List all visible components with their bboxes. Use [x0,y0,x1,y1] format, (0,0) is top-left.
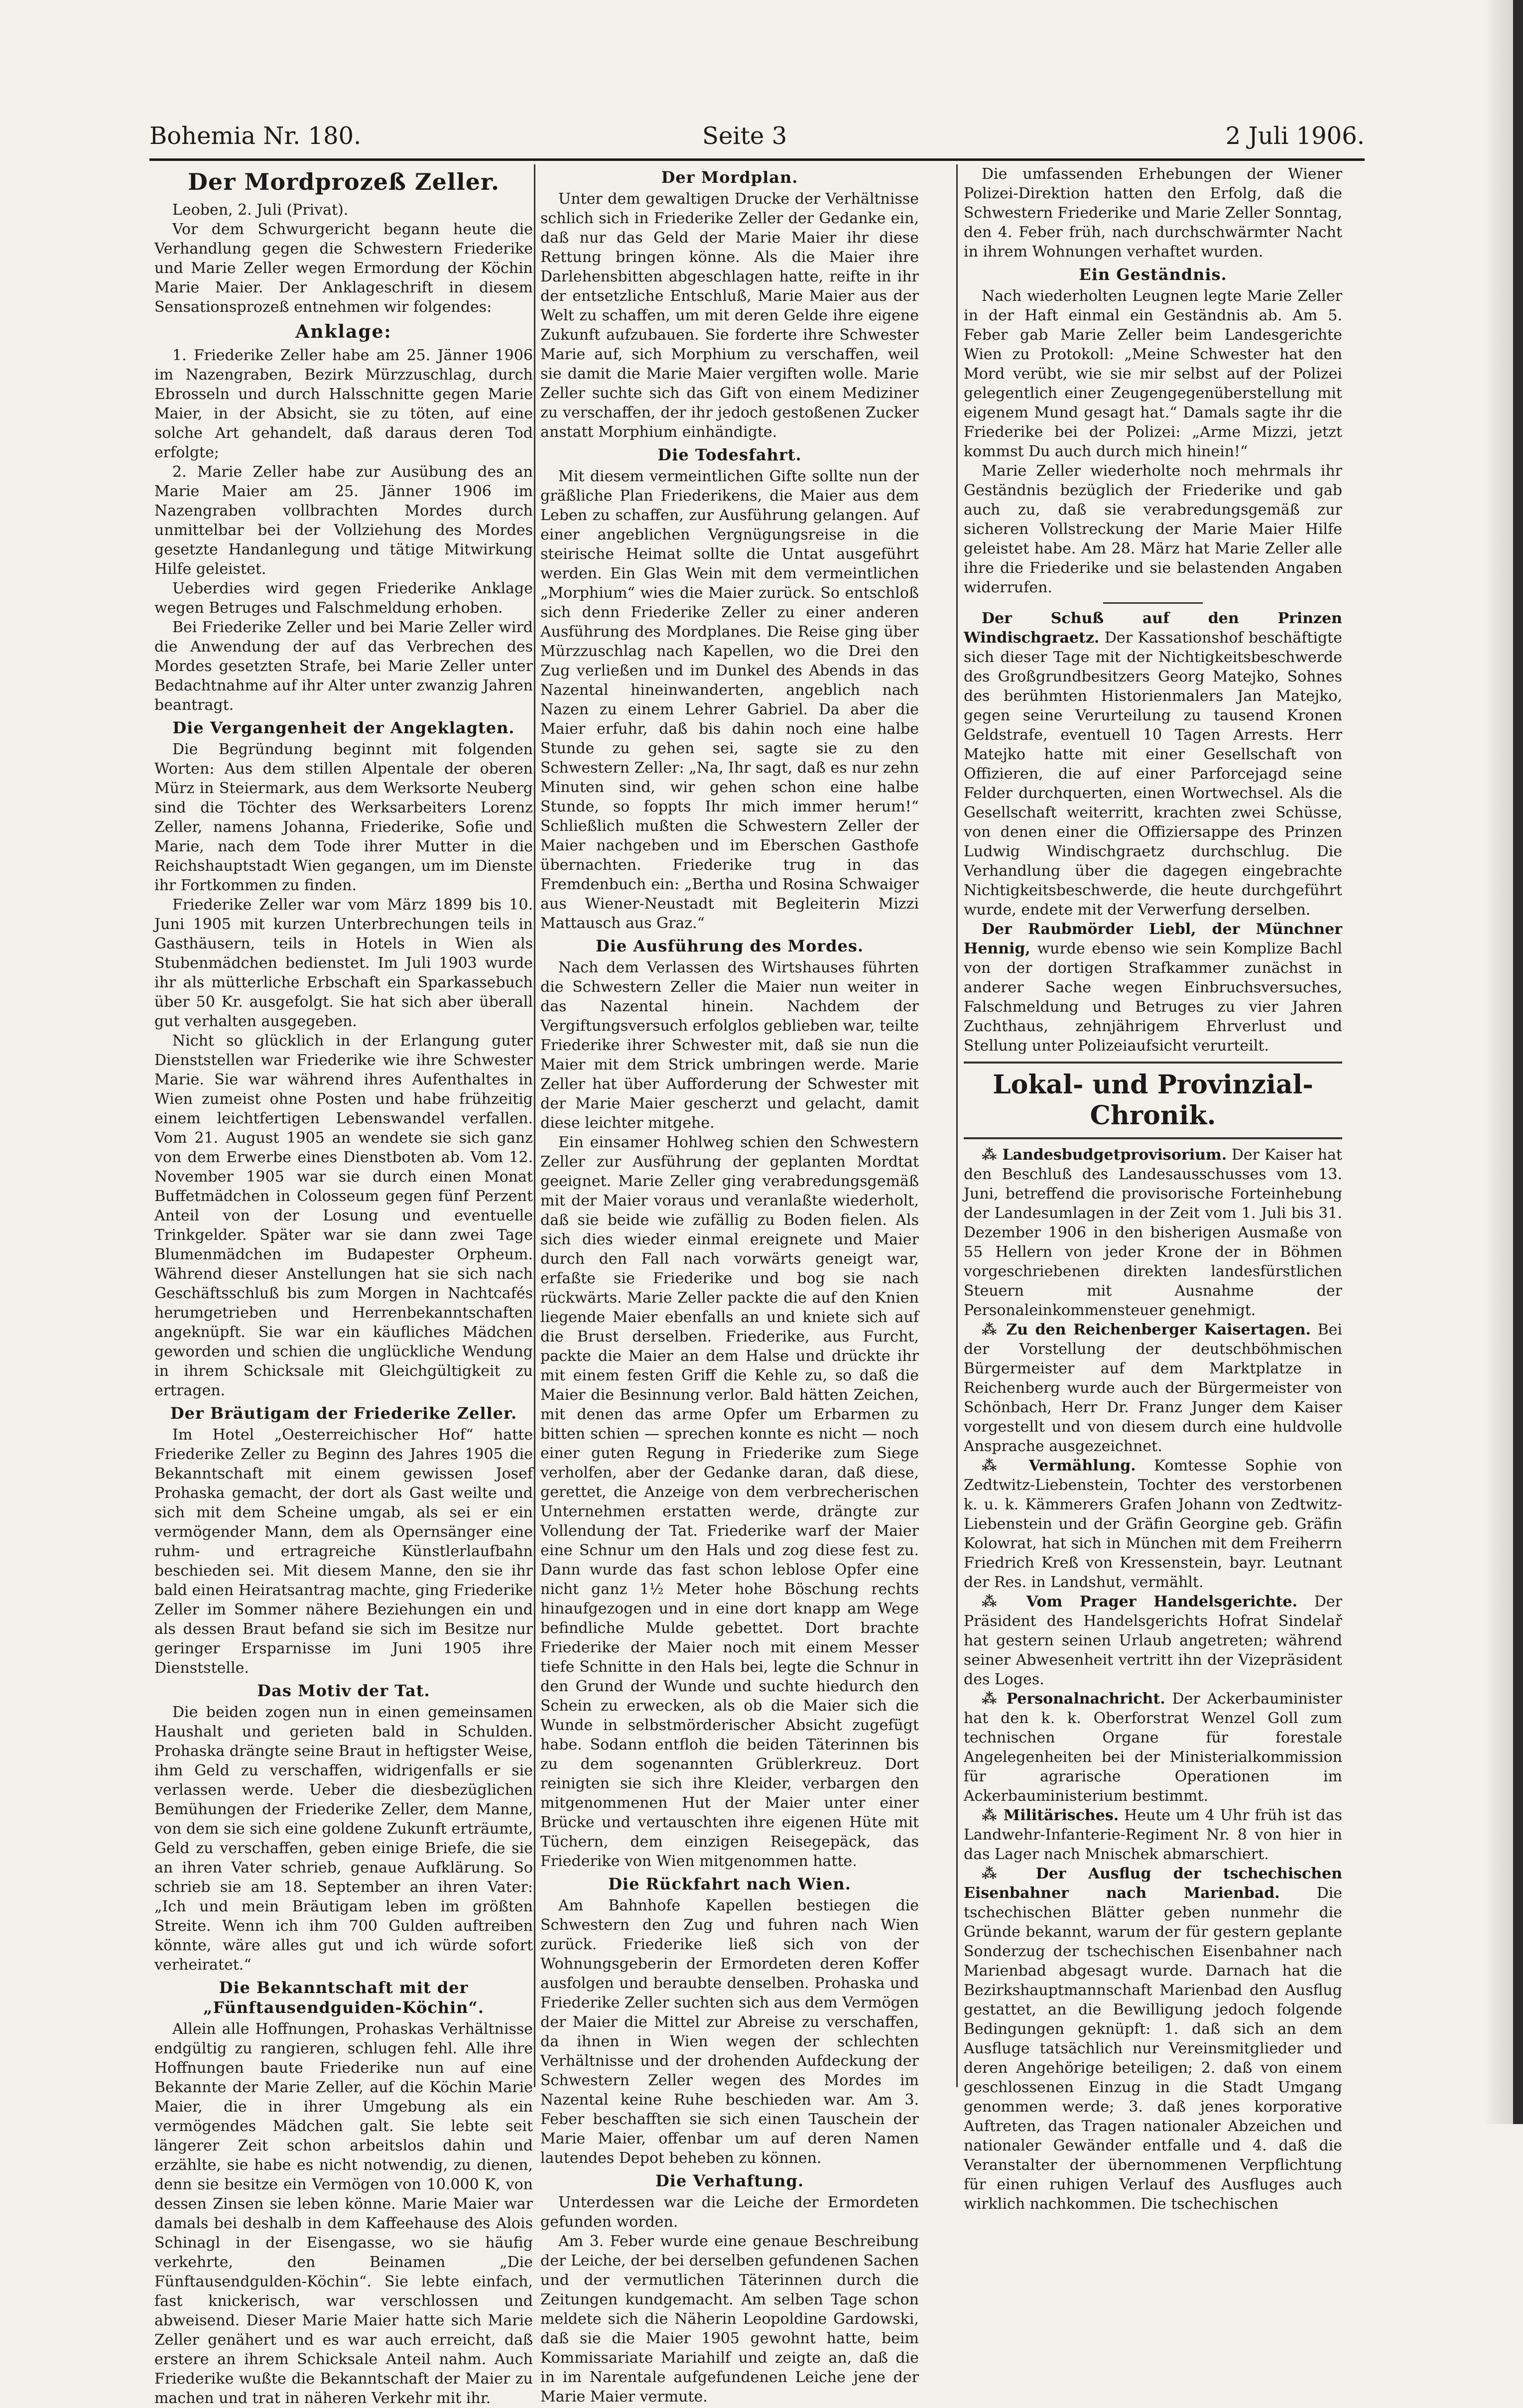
asterism-icon: ⁂ [982,1321,1007,1338]
article-title: Der Mordprozeß Zeller. [188,168,500,195]
item-text: Der Präsident des Handelsgerichts Hofrat Sindelař hat gestern seinen Urlaub angetreten; während seiner Abwesenheit vertritt ihn der Vizepräsident des Loges. [964,1593,1342,1688]
asterism-icon: ⁂ [982,1690,1007,1708]
paragraph [964,1864,1342,2214]
paragraph: Nach dem Verlassen des Wirtshauses führten die Schwestern Zeller die Maier nun weiter in das Nazental hinein. Nachdem der Vergiftungsversuch erfolglos geblieben war, teilte Friederike ihrer Schwester mit, daß sie nun die Maier mit dem Strick umbringen werde. Marie Zeller hat über Aufforderung der Schwester mit der Marie Maier gescherzt und gelacht, damit diese leichter mitgehe. [540,959,919,1132]
item-text: Der Kaiser hat den Beschluß des Landesausschusses vom 13. Juni, betreffend die provisorische Forteinhebung der Landesumlagen in der Zeit vom 1. Juli bis 31. Dezember 1906 in den bisherigen Ausmaße von 55 Hellern von jeder Krone der in Böhmen vorgeschriebenen direkten landesfürstlichen Steuern mit Ausnahme der Personaleinkommensteuer genehmigt. [964,1146,1342,1319]
column-2 [540,164,919,2406]
paragraph: 2. Marie Zeller habe zur Ausübung des an Marie Maier am 25. Jänner 1906 im Nazengraben vollbrachten Mordes durch unmittelbar bei der Vollziehung des Mordes gesetzte Handanlegung und tätige Mitwirkung Hilfe geleistet. [154,463,533,578]
paragraph: Nicht so glücklich in der Erlangung guter Dienststellen war Friederike wie ihre Schwester Marie. Sie war während ihres Aufenthaltes in Wien zumeist ohne Posten und habe frühzeitig einem leichtfertigen Lebenswandel verfallen. Vom 21. August 1905 an wendete sie sich ganz von dem Erwerbe eines Dienstboten ab. Vom 12. November 1905 war sie durch einen Monat Buffetmädchen in Colosseum gegen fünf Perzent Anteil von der Losung und eventuelle Trinkgelder. Später war sie dann zwei Tage Blumenmädchen im Budapester Orpheum. Während dieser Anstellungen hat sie sich nach Geschäftsschluß bis zum Morgen in Nachtcafés herumgetrieben und Herrenbekanntschaften angeknüpft. Sie war ein käufliches Mädchen geworden und schien die unglückliche Wendung in ihrem Schicksale mit Gleichgültigkeit zu ertragen. [154,1032,533,1399]
paragraph: Unterdessen war die Leiche der Ermordeten gefunden worden. [540,2194,919,2231]
item-text: Komtesse Sophie von Zedtwitz-Liebenstein, Tochter des verstorbenen k. u. k. Kämmerers Grafen Johann von Zedtwitz-Liebenstein und der Gräfin Georgine geb. Gräfin Kolowrat, hat sich in München mit dem Freiherrn Friedrich Kreß von Kressenstein, bayr. Leutnant der Res. in Landshut, vermählt. [964,1457,1342,1591]
item-text: Der Ackerbauminister hat den k. k. Oberforstrat Wenzel Goll zum technischen Organe für forestale Angelegenheiten bei der Ministerialkommission für agrarische Operationen im Ackerbauministerium bestimmt. [964,1690,1342,1805]
paragraph: Ein einsamer Hohlweg schien den Schwestern Zeller zur Ausführung der geplanten Mordtat geeignet. Marie Zeller ging verabredungsgemäß mit der Maier voraus und veranlaßte wiederholt, daß sie beide wie zufällig zu Boden fielen. Als sich dies wieder einmal ereignete und Maier durch den Fall nach vorwärts geneigt war, erfaßte sie Friederike und bog sie nach rückwärts. Marie Zeller packte die auf den Knien liegende Maier ebenfalls an und kniete sich auf die Brust derselben. Friederike, aus Furcht, packte die Maier an dem Halse und drückte ihr mit einem festen Griff die Kehle zu, so daß die Maier die Besinnung verlor. Bald hätten Zeichen, mit denen das arme Opfer um Erbarmen zu bitten schien — sprechen konnte es nicht — noch einer guten Regung in Friederike zum Siege verholfen, aber der Gedanke daran, daß diese, gerettet, die Anzeige von dem verbrecherischen Unternehmen erstatten werde, drängte zur Vollendung der Tat. Friederike warf der Maier eine Schnur um den Hals und zog diese fest zu. Dann wurde das fast schon leblose Opfer eine nicht ganz 1½ Meter hohe Böschung rechts hinaufgezogen und in eine dort knapp am Wege befindliche Mulde gebettet. Dort brachte Friederike der Maier noch mit einem Messer tiefe Schnitte in den Hals bei, legte die Schnur in den Grund der Wunde und suchte hiedurch den Schein zu erwecken, als ob die Maier sich die Wunde in selbstmörderischer Absicht zugefügt habe. Sodann entfloh die beiden Täterinnen bis zu dem sogenannten Grüblerkreuz. Dort reinigten sie sich ihre Kleider, verbargen den mitgenommenen Hut der Maier unter einer Brücke und vertauschten ihre eigenen Hüte mit Tüchern, dem einzigen Reisegepäck, das Friederike von Wien mitgenommen hatte. [540,1134,919,1870]
paragraph: Am 3. Feber wurde eine genaue Beschreibung der Leiche, der bei derselben gefundenen Sachen und der vermutlichen Täterinnen durch die Zeitungen kundgemacht. Am selben Tage schon meldete sich die Näherin Leopoldine Gardowski, daß sie die Maier 1905 gewohnt hatte, beim Kommissariate Mariahilf und zeigte an, daß die in im Narentale aufgefundenen Leiche jene der Marie Maier vermute. [540,2233,919,2406]
dateline: Leoben, 2. Juli (Privat). [172,201,349,219]
section-heading: Das Motiv der Tat. [257,1681,430,1700]
paragraph [964,1145,1342,1320]
paragraph: Die Begründung beginnt mit folgenden Worten: Aus dem stillen Alpentale der oberen Mürz in Steiermark, aus dem Werksorte Neuberg sind die Töchter des Werksarbeiters Lorenz Zeller, namens Johanna, Friederike, Sofie und Marie, nach dem Tode ihrer Mutter in die Reichshauptstadt Wien gegangen, um im Dienste ihr Fortkommen zu finden. [154,741,533,894]
item-heading: Vom Prager Handelsgerichte. [1026,1593,1297,1610]
item-text: Der Kassationshof beschäftigte sich dieser Tage mit der Nichtigkeitsbeschwerde des Großgrundbesitzers Georg Matejko, Sohnes des berühmten Historienmalers Jan Matejko, gegen seine Verurteilung zu tausend Kronen Geldstrafe, eventuell 10 Tagen Arrests. Herr Matejko hatte mit einer Gesellschaft von Offizieren, die auf einer Parforcejagd seine Felder durchquerten, einen Wortwechsel. Als die Gesellschaft weiterritt, krachten zwei Schüsse, von denen einer die Offiziersappe des Prinzen Ludwig Windischgraetz durchschlug. Die Verhandlung über die dagegen eingebrachte Nichtigkeitsbeschwerde, die heute durchgeführt wurde, endete mit der Verwerfung derselben. [964,629,1342,919]
section-heading: Die Rückfahrt nach Wien. [608,1874,851,1893]
page-header [149,122,1365,157]
item-heading: Der Schuß auf den Prinzen Windischgraetz. [964,610,1342,647]
section-heading: Der Bräutigam der Friederike Zeller. [170,1404,517,1423]
item-heading: Zu den Reichenberger Kaisertagen. [1006,1321,1311,1338]
paragraph: Am Bahnhofe Kapellen bestiegen die Schwestern den Zug und fuhren nach Wien zurück. Friederike ließ sich von der Wohnungsgeberin der Ermordeten deren Koffer ausfolgen und beraubte denselben. Prohaska und Friederike Zeller suchten sich aus dem Vermögen der Maier die Mittel zur Abreise zu verschaffen, da ihnen in Wien wegen der schlechten Verhältnisse und der drohenden Aufdeckung der Schwestern Zeller wegen des Mordes im Nazental keine Ruhe beschieden war. Am 3. Feber beschafften sie sich einen Tauschein der Marie Maier, offenbar um auf deren Namen lautendes Depot beheben zu können. [540,1897,919,2167]
item-heading: Vermählung. [1028,1457,1136,1474]
asterism-icon: ⁂ [982,1593,1026,1610]
paragraph [964,1806,1342,1864]
item-text: Die tschechischen Blätter geben nunmehr die Gründe bekannt, warum der für gestern geplante Sonderzug der tschechischen Eisenbahner nach Marienbad abgesagt wurde. Darnach hat die Bezirkshauptmannschaft Marienbad den Ausflug gestattet, an die Bewilligung jedoch folgende Bedingungen geknüpft: 1. daß sich an dem Ausfluge tatsächlich nur Vereinsmitglieder und deren Angehörige beteiligen; 2. daß von einem geschlossenen Einzug in die Stadt Umgang genommen werde; 3. daß jenes korporative Auftreten, das Tragen nationaler Abzeichen und nationaler Gewänder entfalle und 4. daß die Veranstalter der übernommenen Verpflichtung für einen ruhigen Verlauf des Ausfluges auch wirklich nachkommen. Die tschechischen [964,1884,1342,2213]
paragraph: Bei Friederike Zeller und bei Marie Zeller wird die Anwendung der auf das Verbrechen des Mordes gesetzten Strafe, bei Marie Zeller unter Bedachtnahme auf ihr Alter unter zwanzig Jahren beantragt. [154,619,533,714]
column-rule-2 [956,164,958,2087]
paragraph: Unter dem gewaltigen Drucke der Verhältnisse schlich sich in Friederike Zeller der Gedanke ein, daß nur das Geld der Marie Maier ihr diese Rettung bringen könne. Als die Maier ihre Darlehensbitten abgeschlagen hatte, reifte in ihr der entsetzliche Entschluß, Marie Maier aus der Welt zu schaffen, um mit deren Gelde ihre eigene Zukunft aufzubauen. Sie forderte ihre Schwester Marie auf, sich Morphium zu verschaffen, weil sie damit die Marie Maier vergiften wolle. Marie Zeller suchte sich das Gift von einem Mediziner zu verschaffen, der ihr jedoch gestoßenen Zucker anstatt Morphium einhändigte. [540,190,919,441]
paragraph [964,1456,1342,1592]
section-title: Lokal- und Provinzial-Chronik. [993,1070,1313,1131]
item-heading: Der Ausflug der tschechischen Eisenbahner nach Marienbad. [964,1865,1342,1902]
paragraph: 1. Friederike Zeller habe am 25. Jänner 1906 im Nazengraben, Bezirk Mürzzuschlag, durch Ebrosseln und durch Halsschnitte gegen Marie Maier, in der Absicht, sie zu töten, auf eine solche Art gehandelt, daß daraus deren Tod erfolgte; [154,347,533,461]
paragraph: Ueberdies wird gegen Friederike Anklage wegen Betruges und Falschmeldung erhoben. [154,580,533,617]
item-text: wurde ebenso wie sein Komplize Bachl von der dortigen Strafkammer zunächst in anderer Sache wegen Einbruchsversuches, Falschmeldung und Betruges zu vier Jahren Zuchthaus, zehnjährigem Ehrverlust und Stellung unter Polizeiaufsicht verurteilt. [964,940,1342,1055]
paragraph: Vor dem Schwurgericht begann heute die Verhandlung gegen die Schwestern Friederike und Marie Zeller wegen Ermordung der Köchin Marie Maier. Der Anklageschrift in diesem Sensationsprozeß entnehmen wir folgendes: [154,221,533,316]
item-heading: Der Raubmörder Liebl, der Münchner Hennig, [964,921,1342,957]
item-text: Bei der Vorstellung der deutschböhmischen Bürgermeister auf dem Marktplatze in Reichenberg wurde auch der Bürgermeister von Schönbach, Herr Dr. Franz Junger dem Kaiser vorgestellt und von diesem durch eine huldvolle Ansprache ausgezeichnet. [964,1321,1343,1455]
paragraph [964,1592,1342,1689]
paragraph: Marie Zeller wiederholte noch mehrmals ihr Geständnis bezüglich der Friederike und gab auch zu, daß sie verabredungsgemäß zur sicheren Vollstreckung der Marie Maier Hilfe geleistet habe. Am 28. März hat Marie Zeller alle ihre die Friederike und sie belastenden Angaben widerrufen. [964,462,1342,596]
item-heading: Militärisches. [1003,1807,1119,1824]
section-heading: Die Vergangenheit der Angeklagten. [172,718,515,737]
paragraph: Nach wiederholten Leugnen legte Marie Zeller in der Haft einmal ein Geständnis ab. Am 5. Feber gab Marie Zeller beim Landesgerichte Wien zu Protokoll: „Meine Schwester hat den Mord verübt, wie sie mir selbst auf der Polizei gelegentlich einer Zeugengegenüberstellung mit eigenem Mund gesagt hat.“ Damals sagte ihr die Friederike bei der Polizei: „Arme Mizzi, jetzt kommst Du auch durch mich hinein!“ [964,287,1342,460]
asterism-icon: ⁂ [982,1865,1036,1882]
divider [1103,602,1203,604]
header-issue: Bohemia Nr. 180. [149,122,362,150]
paragraph: Die beiden zogen nun in einen gemeinsamen Haushalt und gerieten bald in Schulden. Prohaska drängte seine Braut in heftigster Weise, ihm Geld zu verschaffen, widrigenfalls er sie verlassen werde. Ueber die diesbezüglichen Bemühungen der Friederike Zeller, dem Manne, von dem sie sich eine goldene Zukunft erträumte, Geld zu verschaffen, geben einige Briefe, die sie an ihren Vater schrieb, genaue Aufklärung. So schrieb sie am 18. September an ihren Vater: „Ich und mein Bräutigam leben im größten Streite. Wenn ich ihm 700 Gulden auftreiben könnte, wäre alles gut und ich würde sofort verheiratet.“ [154,1704,533,1974]
column-3 [964,164,1343,2213]
paragraph [964,1320,1342,1456]
paragraph: Friederike Zeller war vom März 1899 bis 10. Juni 1905 mit kurzen Unterbrechungen teils in Gasthäusern, teils in Hotels in Wien als Stubenmädchen bedienstet. Im Juli 1903 wurde ihr als mütterliche Erbschaft ein Sparkassebuch über 50 Kr. ausgefolgt. Sie hat sich aber überall gut verhalten ausgegeben. [154,896,533,1030]
section-heading: Die Todesfahrt. [657,445,802,464]
item-heading: Landesbudgetprovisorium. [1002,1146,1227,1164]
divider [964,1137,1342,1139]
asterism-icon: ⁂ [982,1457,1029,1474]
column-1 [154,164,533,2407]
asterism-icon: ⁂ [982,1807,1004,1824]
asterism-icon: ⁂ [982,1146,1003,1164]
header-date: 2 Juli 1906. [1225,122,1365,150]
section-heading: Anklage: [295,321,392,342]
paragraph [964,1689,1342,1806]
header-rule [149,158,1365,161]
section-heading: Die Bekanntschaft mit der „Fünftausendguiden-Köchin“. [203,1978,484,2017]
item-text: Heute um 4 Uhr früh ist das Landwehr-Infanterie-Regiment Nr. 8 von hier in das Lager nach Mnischek abmarschiert. [964,1807,1342,1863]
section-heading: Der Mordplan. [661,168,798,187]
paragraph [964,609,1342,920]
item-heading: Personalnachricht. [1006,1690,1165,1708]
scan-edge-shade [1483,0,1513,2124]
paragraph [964,920,1342,1056]
divider [964,1062,1342,1064]
header-page: Seite 3 [702,122,787,150]
section-heading: Ein Geständnis. [1079,265,1227,284]
paragraph: Mit diesem vermeintlichen Gifte sollte nun der gräßliche Plan Friederikens, die Maier aus dem Leben zu schaffen, zur Ausführung gelangen. Auf einer angeblichen Vergnügungsreise in die steirische Heimat sollte die Untat ausgeführt werden. Ein Glas Wein mit dem vermeintlichen „Morphium“ wies die Maier zurück. So entschloß sich denn Friederike Zeller zu einer anderen Ausführung des Mordplanes. Die Reise ging über Mürzzuschlag nach Kapellen, wo die Drei den Zug verließen und im Dunkel des Abends in das Nazental hineinwanderten, angeblich nach Nazen zu einem Lehrer Gabriel. Da aber die Maier erfuhr, daß bis dahin noch eine halbe Stunde zu gehen sei, sagte sie zu den Schwestern Zeller: „Na, Ihr sagt, daß es nur zehn Minuten sind, wir gehen schon eine halbe Stunde, so foppts Ihr mich immer herum!“ Schließlich mußten die Schwestern Zeller der Maier nachgeben und im Eberschen Gasthofe übernachten. Friederike trug in das Fremdenbuch ein: „Bertha und Rosina Schwaiger aus Wiener-Neustadt mit Begleiterin Mizzi Mattausch aus Graz.“ [540,468,919,932]
section-heading: Die Verhaftung. [655,2171,804,2190]
section-heading: Die Ausführung des Mordes. [595,936,864,955]
paragraph: Im Hotel „Oesterreichischer Hof“ hatte Friederike Zeller zu Beginn des Jahres 1905 die Bekanntschaft mit einem gewissen Josef Prohaska gemacht, der dort als Gast weilte und sich mit dem Scheine umgab, als sei er ein vermögender Mann, dem als Opernsänger eine ruhm- und ertragreiche Künstlerlaufbahn beschieden sei. Mit diesem Manne, den sie ihr bald einen Heiratsantrag machte, ging Friederike Zeller im Sommer nähere Beziehungen ein und als dessen Braut befand sie sich im Besitze nur geringer Ersparnisse im Juni 1905 ihre Dienststelle. [154,1426,533,1677]
scan-edge [1513,0,1523,2124]
column-rule-1 [534,164,535,2087]
paragraph: Die umfassenden Erhebungen der Wiener Polizei-Direktion hatten den Erfolg, daß die Schwestern Friederike und Marie Zeller Sonntag, den 4. Feber früh, nach durchschwärmter Nacht in ihrem Wohnungen verhaftet wurden. [964,165,1342,261]
paragraph: Allein alle Hoffnungen, Prohaskas Verhältnisse endgültig zu rangieren, schlugen fehl. Alle ihre Hoffnungen baute Friederike nun auf eine Bekannte der Marie Zeller, auf die Köchin Marie Maier, die in ihrer Umgebung als ein vermögendes Mädchen galt. Sie lebte seit längerer Zeit schon arbeitslos dahin und erzählte, sie habe es nicht notwendig, zu dienen, denn sie besitze ein Vermögen von 10.000 K, von dessen Zinsen sie leben könne. Marie Maier war damals bei deshalb in dem Kaffeehause des Alois Schinagl in der Eisengasse, wo sie häufig verkehrte, den Beinamen „Die Fünftausendgulden-Köchin“. Sie lebte einfach, fast knickerisch, war verschlossen und abweisend. Dieser Marie Maier hatte sich Marie Zeller genähert und es war auch erreicht, daß erstere an ihrem Schicksale Anteil nahm. Auch Friederike wußte die Bekanntschaft der Maier zu machen und trat in näheren Verkehr mit ihr. [154,2020,533,2407]
